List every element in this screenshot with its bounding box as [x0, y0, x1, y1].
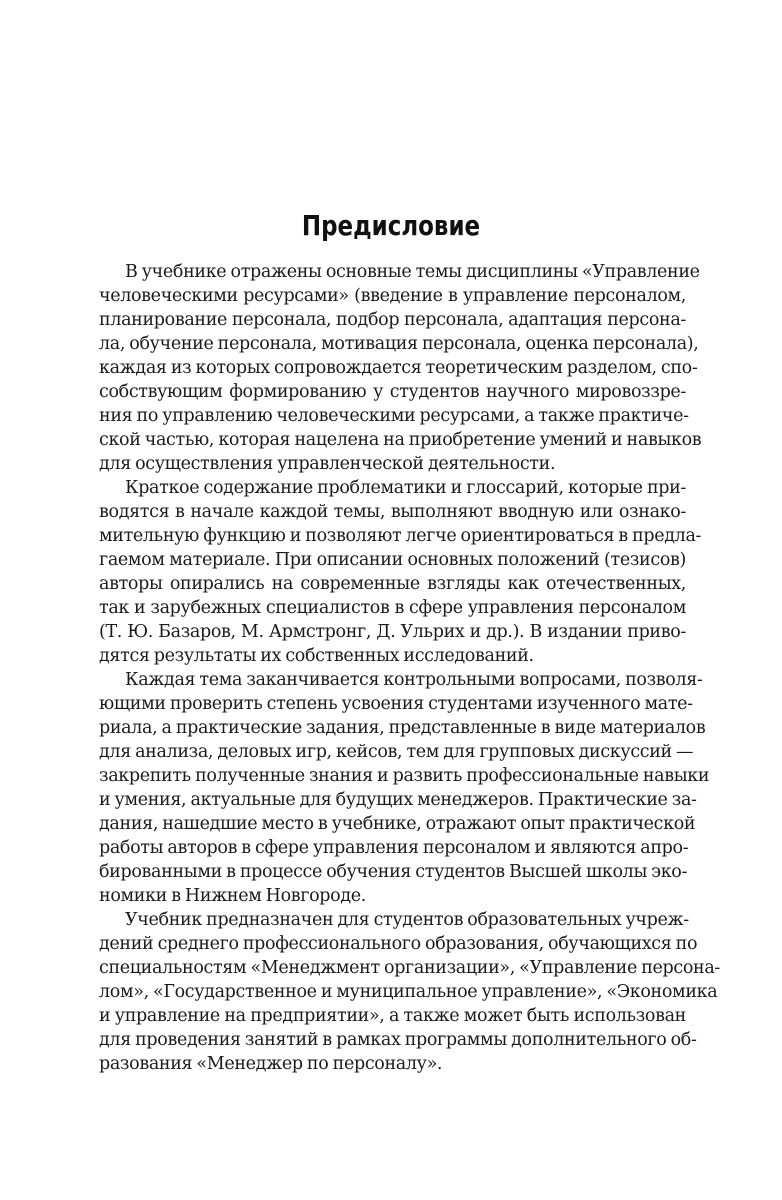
text-line: ла, обучение персонала, мотивация персонала, оценка персонала), — [99, 334, 699, 354]
text-line: Каждая тема заканчивается контрольными вопросами, позволя- — [125, 670, 703, 690]
text-line: человеческими ресурсами» (введение в управление персоналом, — [99, 286, 686, 306]
text-line: ющими проверить степень усвоения студентами изученного мате- — [99, 694, 693, 714]
text-line: работы авторов в сфере управления персоналом и являются апро- — [99, 838, 689, 858]
text-line: риала, а практические задания, представленные в виде материалов — [99, 718, 706, 738]
text-line: дятся результаты их собственных исследований. — [99, 646, 534, 666]
text-line: номики в Нижнем Новгороде. — [99, 886, 366, 906]
text-line: специальностям «Менеджмент организации», «Управление персона- — [99, 958, 720, 978]
text-line: бированными в процессе обучения студентов Высшей школы эко- — [99, 862, 688, 882]
text-line: для осуществления управленческой деятельности. — [99, 454, 556, 474]
text-line: Краткое содержание проблематики и глоссарий, которые при- — [125, 478, 686, 498]
text-line: мительную функцию и позволяют легче ориентироваться в предла- — [99, 526, 702, 546]
text-line: (Т. Ю. Базаров, М. Армстронг, Д. Ульрих и др.). В издании приво- — [99, 622, 686, 642]
text-line: для анализа, деловых игр, кейсов, тем для групповых дискуссий — — [99, 742, 694, 762]
text-line: и управление на предприятии», а также может быть использован — [99, 1006, 686, 1026]
page-title: Предисловие — [301, 208, 481, 242]
text-line: авторы опирались на современные взгляды как отечественных, — [99, 574, 686, 594]
text-line: разования «Менеджер по персоналу». — [99, 1054, 443, 1074]
text-line: Учебник предназначен для студентов образовательных учреж- — [125, 910, 689, 930]
text-line: собствующим формированию у студентов научного мировоззре- — [99, 382, 686, 402]
text-line: ния по управлению человеческими ресурсами, а также практиче- — [99, 406, 689, 426]
text-line: ской частью, которая нацелена на приобретение умений и навыков — [99, 430, 702, 450]
preface-body — [99, 260, 720, 1076]
text-line: и умения, актуальные для будущих менеджеров. Практические за- — [99, 790, 697, 810]
text-line: закрепить полученные знания и развить профессиональные навыки — [99, 766, 710, 786]
text-line: дания, нашедшие место в учебнике, отражают опыт практической — [99, 814, 696, 834]
text-line: В учебнике отражены основные темы дисциплины «Управление — [125, 262, 700, 282]
paragraph — [99, 668, 710, 908]
text-line: для проведения занятий в рамках программы дополнительного об- — [99, 1030, 697, 1050]
paragraph — [99, 908, 720, 1076]
text-line: каждая из которых сопровождается теоретическим разделом, спо- — [99, 358, 698, 378]
text-line: лом», «Государственное и муниципальное управление», «Экономика — [99, 982, 718, 1002]
text-line: водятся в начале каждой темы, выполняют вводную или ознако- — [99, 502, 686, 522]
paragraph — [99, 476, 702, 668]
paragraph — [99, 260, 702, 476]
text-line: дений среднего профессионального образования, обучающихся по — [99, 934, 698, 954]
text-line: гаемом материале. При описании основных положений (тезисов) — [99, 550, 686, 570]
text-line: так и зарубежных специалистов в сфере управления персоналом — [99, 598, 686, 618]
text-line: планирование персонала, подбор персонала, адаптация персона- — [99, 310, 686, 330]
